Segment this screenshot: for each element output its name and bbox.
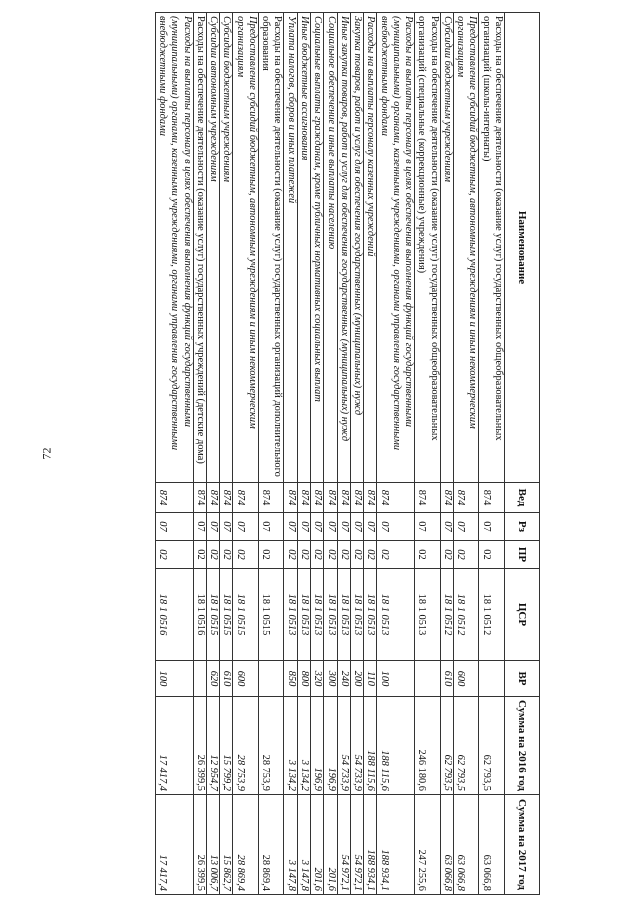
table-row [284,13,297,895]
row-sum-2017-cell: 26 399,5 [193,795,206,895]
row-ved-cell: 874 [453,483,479,513]
row-rz-cell: 07 [479,513,505,541]
table-row [337,13,350,895]
header-ved: Вед [505,483,540,513]
row-rz-cell: 07 [193,513,206,541]
header-pr: ПР [505,541,540,569]
row-pr-cell: 02 [440,541,453,569]
row-rz-cell: 07 [337,513,350,541]
header-vr: ВР [505,661,540,697]
table-row [377,13,415,895]
row-sum-2017-cell: 63 066,8 [453,795,479,895]
row-rz-cell: 07 [155,513,193,541]
row-sum-2017-cell: 28 869,4 [258,795,284,895]
row-rz-cell: 07 [258,513,284,541]
row-csr-cell: 18 1 0513 [284,569,297,661]
row-vr-cell: 600 [233,661,259,697]
row-name-cell: Уплата налогов, сборов и иных платежей [284,13,297,483]
row-ved-cell: 874 [337,483,350,513]
row-name-cell: Расходы на обеспечение деятельности (оказание услуг) государственных общеобразовательных организаций (школы-интернаты) [479,13,505,483]
row-vr-cell [193,661,206,697]
budget-table-rotated [50,12,540,894]
row-vr-cell [258,661,284,697]
row-sum-2016-cell: 3 134,2 [297,697,310,795]
row-pr-cell: 02 [233,541,259,569]
row-sum-2016-cell: 196,9 [324,697,337,795]
row-pr-cell: 02 [364,541,377,569]
row-sum-2016-cell: 17 417,4 [155,697,193,795]
row-csr-cell: 18 1 0513 [377,569,415,661]
header-rz: Рз [505,513,540,541]
row-sum-2017-cell: 54 972,1 [337,795,350,895]
row-pr-cell: 02 [193,541,206,569]
table-row [206,13,219,895]
row-vr-cell [415,661,441,697]
row-sum-2016-cell: 62 793,5 [440,697,453,795]
row-rz-cell: 07 [377,513,415,541]
row-sum-2016-cell: 15 799,2 [220,697,233,795]
row-sum-2017-cell: 247 255,6 [415,795,441,895]
row-vr-cell: 300 [324,661,337,697]
row-ved-cell: 874 [284,483,297,513]
row-ved-cell: 874 [297,483,310,513]
row-pr-cell: 02 [453,541,479,569]
table-row [220,13,233,895]
row-ved-cell: 874 [220,483,233,513]
row-csr-cell: 18 1 0512 [440,569,453,661]
row-csr-cell: 18 1 0513 [297,569,310,661]
row-rz-cell: 07 [311,513,324,541]
row-csr-cell: 18 1 0513 [311,569,324,661]
row-rz-cell: 07 [364,513,377,541]
row-sum-2016-cell: 3 134,2 [284,697,297,795]
header-sum-2016: Сумма на 2016 год [505,697,540,795]
row-pr-cell: 02 [415,541,441,569]
row-name-cell: Расходы на выплаты персоналу казенных учреждений [364,13,377,483]
row-pr-cell: 02 [220,541,233,569]
table-header-row [505,13,540,895]
row-pr-cell: 02 [206,541,219,569]
table-row [258,13,284,895]
row-sum-2017-cell: 54 972,1 [350,795,363,895]
row-ved-cell: 874 [377,483,415,513]
row-rz-cell: 07 [350,513,363,541]
row-ved-cell: 874 [440,483,453,513]
table-row [479,13,505,895]
table-row [155,13,193,895]
row-pr-cell: 02 [155,541,193,569]
row-sum-2016-cell: 28 753,9 [233,697,259,795]
row-csr-cell: 18 1 0513 [415,569,441,661]
row-pr-cell: 02 [311,541,324,569]
row-sum-2017-cell: 13 006,7 [206,795,219,895]
row-csr-cell: 18 1 0516 [155,569,193,661]
row-vr-cell: 100 [377,661,415,697]
table-row [233,13,259,895]
row-sum-2017-cell: 3 147,8 [284,795,297,895]
row-vr-cell: 320 [311,661,324,697]
row-csr-cell: 18 1 0513 [350,569,363,661]
row-ved-cell: 874 [258,483,284,513]
row-sum-2016-cell: 54 733,9 [350,697,363,795]
row-sum-2017-cell: 17 417,4 [155,795,193,895]
budget-table [155,12,540,895]
row-ved-cell: 874 [324,483,337,513]
row-vr-cell: 110 [364,661,377,697]
row-name-cell: Субсидии бюджетным учреждениям [220,13,233,483]
row-name-cell: Расходы на выплаты персоналу в целях обеспечения выполнения функций государственными (муниципальными) органами, казенными учреждениями, органами управления государственными внебюджетными фондами [377,13,415,483]
row-pr-cell: 02 [297,541,310,569]
row-sum-2016-cell: 62 793,5 [453,697,479,795]
row-sum-2017-cell: 63 066,8 [479,795,505,895]
row-pr-cell: 02 [337,541,350,569]
row-rz-cell: 07 [415,513,441,541]
row-name-cell: Субсидии бюджетным учреждениям [440,13,453,483]
row-pr-cell: 02 [350,541,363,569]
row-ved-cell: 874 [233,483,259,513]
row-csr-cell: 18 1 0513 [364,569,377,661]
row-sum-2017-cell: 201,6 [311,795,324,895]
row-csr-cell: 18 1 0513 [324,569,337,661]
row-sum-2016-cell: 54 733,9 [337,697,350,795]
row-rz-cell: 07 [440,513,453,541]
row-csr-cell: 18 1 0513 [337,569,350,661]
row-sum-2016-cell: 62 793,5 [479,697,505,795]
table-row [440,13,453,895]
row-sum-2016-cell: 12 954,7 [206,697,219,795]
row-csr-cell: 18 1 0512 [453,569,479,661]
row-name-cell: Закупка товаров, работ и услуг для обеспечения государственных (муниципальных) нужд [350,13,363,483]
row-name-cell: Предоставление субсидий бюджетным, автономным учреждениям и иным некоммерческим организациям [453,13,479,483]
row-ved-cell: 874 [193,483,206,513]
row-rz-cell: 07 [297,513,310,541]
row-vr-cell: 610 [440,661,453,697]
table-row [297,13,310,895]
header-name: Наименование [505,13,540,483]
row-pr-cell: 02 [284,541,297,569]
row-sum-2016-cell: 26 399,5 [193,697,206,795]
row-pr-cell: 02 [377,541,415,569]
row-sum-2016-cell: 246 180,6 [415,697,441,795]
row-name-cell: Расходы на обеспечение деятельности (оказание услуг) государственных организаций дополнительного образования [258,13,284,483]
row-sum-2016-cell: 188 115,6 [364,697,377,795]
row-sum-2016-cell: 188 115,6 [377,697,415,795]
table-row [193,13,206,895]
row-name-cell: Иные бюджетные ассигнования [297,13,310,483]
row-rz-cell: 07 [284,513,297,541]
row-vr-cell [479,661,505,697]
row-csr-cell: 18 1 0515 [206,569,219,661]
row-vr-cell: 620 [206,661,219,697]
row-ved-cell: 874 [364,483,377,513]
row-sum-2017-cell: 63 066,8 [440,795,453,895]
row-vr-cell: 240 [337,661,350,697]
table-row [415,13,441,895]
row-csr-cell: 18 1 0512 [479,569,505,661]
row-name-cell: Иные закупки товаров, работ и услуг для обеспечения государственных (муниципальных) нужд [337,13,350,483]
row-rz-cell: 07 [206,513,219,541]
row-vr-cell: 600 [453,661,479,697]
row-name-cell: Социальные выплаты гражданам, кроме публичных нормативных социальных выплат [311,13,324,483]
row-csr-cell: 18 1 0515 [233,569,259,661]
row-sum-2017-cell: 28 869,4 [233,795,259,895]
row-vr-cell: 800 [297,661,310,697]
row-vr-cell: 610 [220,661,233,697]
row-ved-cell: 874 [415,483,441,513]
row-csr-cell: 18 1 0515 [258,569,284,661]
header-csr: ЦСР [505,569,540,661]
row-vr-cell: 850 [284,661,297,697]
row-vr-cell: 100 [155,661,193,697]
table-row [324,13,337,895]
row-rz-cell: 07 [233,513,259,541]
table-body [155,13,504,895]
row-rz-cell: 07 [220,513,233,541]
table-row [364,13,377,895]
row-sum-2017-cell: 15 862,7 [220,795,233,895]
row-name-cell: Субсидии автономным учреждениям [206,13,219,483]
row-vr-cell: 200 [350,661,363,697]
row-ved-cell: 874 [311,483,324,513]
row-pr-cell: 02 [324,541,337,569]
row-name-cell: Расходы на обеспечение деятельности (оказание услуг) государственных учреждений (детские дома) [193,13,206,483]
row-name-cell: Социальное обеспечение и иные выплаты населению [324,13,337,483]
table-row [350,13,363,895]
row-csr-cell: 18 1 0516 [193,569,206,661]
row-ved-cell: 874 [206,483,219,513]
row-sum-2016-cell: 28 753,9 [258,697,284,795]
row-ved-cell: 874 [479,483,505,513]
row-ved-cell: 874 [350,483,363,513]
header-sum-2017: Сумма на 2017 год [505,795,540,895]
row-sum-2017-cell: 3 147,8 [297,795,310,895]
row-rz-cell: 07 [324,513,337,541]
row-rz-cell: 07 [453,513,479,541]
page-number: 72 [39,447,54,460]
row-sum-2017-cell: 201,6 [324,795,337,895]
table-row [311,13,324,895]
row-pr-cell: 02 [258,541,284,569]
table-row [453,13,479,895]
row-pr-cell: 02 [479,541,505,569]
row-name-cell: Расходы на выплаты персоналу в целях обеспечения выполнения функций государственными (муниципальными) органами, казенными учреждениями, органами управления государственными внебюджетными фондами [155,13,193,483]
row-ved-cell: 874 [155,483,193,513]
row-name-cell: Предоставление субсидий бюджетным, автономным учреждениям и иным некоммерческим организациям [233,13,259,483]
row-csr-cell: 18 1 0515 [220,569,233,661]
row-sum-2016-cell: 196,9 [311,697,324,795]
row-sum-2017-cell: 188 934,1 [377,795,415,895]
row-sum-2017-cell: 188 934,1 [364,795,377,895]
row-name-cell: Расходы на обеспечение деятельности (оказание услуг) государственных общеобразовательных организаций (специальные (коррекционные) учреждения) [415,13,441,483]
